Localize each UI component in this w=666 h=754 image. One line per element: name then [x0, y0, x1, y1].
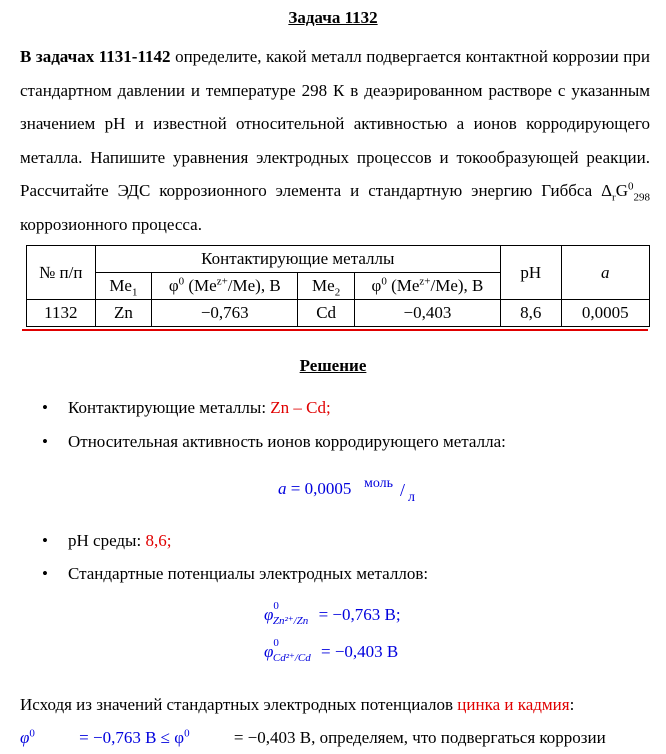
cell-num: 1132 — [27, 300, 96, 327]
task-text: определите, какой металл подвергается контактной коррозии при стандартном давлении и температуре 298 К в деаэрированном растворе с указанным значением pH и известной относительной активностью а ионов корродирующего металла. Напишите уравнения электродных процессов и токообразующей реакции. Рассчитайте ЭДС коррозионного элемента и стандартную энергию Гиббса — [20, 47, 650, 200]
solution-title: Решение — [299, 356, 367, 375]
bullet-dot-icon: • — [42, 432, 48, 451]
header-metals: Контактирующие металлы — [95, 246, 500, 273]
header-num: № п/п — [27, 246, 96, 300]
bullet-dot-icon: • — [42, 564, 48, 583]
conclusion-paragraph: Исходя из значений стандартных электродных потенциалов цинка и кадмия: $\varphi^0 = -0,763$ $В \le \varphi^0 = -0,403$ В, определяем, что подвергаться коррозии — [20, 695, 606, 747]
header-me2: $Me_2$ — [298, 273, 355, 300]
cell-me1: Zn — [95, 300, 152, 327]
formula-phi-zn: $\varphi^0_{Zn^{2+}/Zn} = -0,763$ В; — [264, 600, 401, 628]
document-page: Задача 1132 В задачах 1131-1142 определите, какой металл подвергается контактной коррозии при стандартном давлении и температуре 298 К в деаэрированном растворе с указанным значением pH и известной относительной активностью а ионов корродирующего металла. Напишите уравнения электродных процессов и токообразующей реакции. Рассчитайте ЭДС коррозионного элемента и стандартную энергию Гиббса $\Delta_rG^0_{298}$ коррозионного процесса. № п/п Контактирующие металлы pH a $Me_1$ $\varphi^0$ $(Me^{z+}/Me)$, В $Me_2$ $\varphi^0$ $(Me^{z+}/Me)$, В 1132 Zn −0,763 Cd −0,403 8,6 0,0005 Решение • Контактирующие металлы: Zn – Cd; • Относительная активность ионов корродирующего металла: a = 0,0005 моль / л • pH среды: 8,6; • Стандартные потенциалы электродных металлов: $\varphi^0_{Zn^{2+}/Zn} = -0,763$ В; $\varphi^0_{Cd^{2+}/Cd} = -0,403$ В Исходя из значений стандартных электродных потенциалов цинка и кадмия: $\varphi^0 = -0,763$ $В \le \varphi^0 = -0,403$ В, определяем, что подвергаться коррозии — [0, 0, 666, 740]
header-me1: $Me_1$ — [95, 273, 152, 300]
header-ph: pH — [501, 246, 562, 300]
table-row — [27, 300, 650, 327]
header-activity: a — [561, 246, 650, 300]
header-phi1: $\varphi^0$ $(Me^{z+}/Me)$, В — [152, 273, 298, 300]
data-table — [26, 245, 650, 327]
cell-activity: 0,0005 — [561, 300, 650, 327]
cell-me2: Cd — [298, 300, 355, 327]
red-underline — [22, 329, 648, 331]
task-lead: В задачах 1131-1142 — [20, 47, 171, 66]
task-statement: В задачах 1131-1142 определите, какой металл подвергается контактной коррозии при стандартном давлении и температуре 298 К в деаэрированном растворе с указанным значением pH и известной относительной активностью а ионов корродирующего металла. Напишите уравнения электродных процессов и токообразующей реакции. Рассчитайте ЭДС коррозионного элемента и стандартную энергию Гиббса $\Delta_rG^0_{298}$ коррозионного процесса. — [20, 47, 650, 234]
formula-activity: a = 0,0005 — [278, 479, 352, 498]
task-title: Задача 1132 — [288, 8, 378, 27]
cell-phi2: −0,403 — [354, 300, 500, 327]
formula-phi-cd: $\varphi^0_{Cd^{2+}/Cd} = -0,403$ В — [264, 637, 399, 665]
header-phi2: $\varphi^0$ $(Me^{z+}/Me)$, В — [354, 273, 500, 300]
gibbs-symbol: $\Delta_rG^0_{298}$ — [601, 180, 650, 204]
cell-ph: 8,6 — [501, 300, 562, 327]
cell-phi1: −0,763 — [152, 300, 298, 327]
bullet-dot-icon: • — [42, 531, 48, 550]
unit-mol-per-l: моль / л — [364, 476, 415, 505]
bullet-dot-icon: • — [42, 398, 48, 417]
